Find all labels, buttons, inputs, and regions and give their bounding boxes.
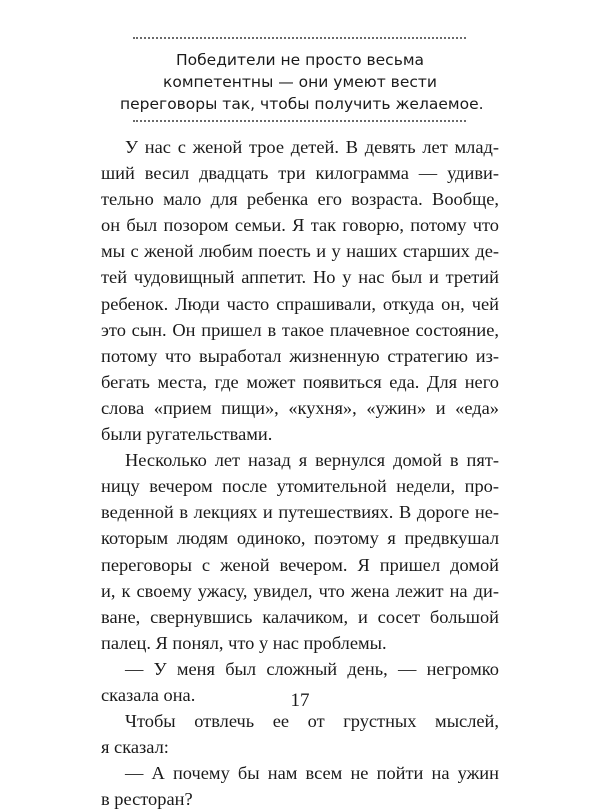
text-line: ребенок. Люди часто спрашивали, откуда он, чей — [101, 293, 499, 314]
page-number: 17 — [290, 690, 310, 711]
text-line: потому что выработал жизненную стратегию из- — [101, 345, 499, 366]
text-line: тей чудовищный аппетит. Но у нас был и третий — [101, 267, 499, 288]
text-line: в ресторан? — [101, 789, 193, 810]
text-line: переговоры с женой вечером. Я пришел домой — [101, 554, 499, 575]
text-line: мы с женой любим поесть и у наших старших де- — [101, 241, 499, 262]
text-line: веденной в лекциях и путешествиях. В дороге не- — [101, 502, 499, 523]
text-line: палец. Я понял, что у нас проблемы. — [101, 632, 387, 653]
text-line: это сын. Он пришел в такое плачевное состояние, — [101, 319, 499, 340]
text-line: Несколько лет назад я вернулся домой в пят- — [125, 450, 499, 471]
text-line: я сказал: — [101, 737, 169, 758]
text-line: ване, свернувшись калачиком, и сосет большой — [101, 606, 499, 627]
text-line: — У меня был сложный день, — негромко — [125, 658, 499, 679]
text-line: ший весил двадцать три килограмма — удиви- — [101, 163, 499, 184]
text-line: тельно мало для ребенка его возраста. Вообще, — [101, 189, 499, 210]
pull-quote-line: компетентны — они умеют вести — [163, 73, 437, 91]
text-line: слова «прием пищи», «кухня», «ужин» и «еда» — [101, 397, 499, 418]
pull-quote — [120, 49, 484, 115]
pull-quote-line: переговоры так, чтобы получить желаемое. — [120, 95, 484, 113]
text-line: были ругательствами. — [101, 424, 273, 445]
callout-top-divider — [133, 37, 466, 39]
text-line: бегать места, где может появиться еда. Для него — [101, 371, 499, 392]
text-line: он был позором семьи. Я так говорю, потому что — [101, 215, 499, 236]
text-line: — А почему бы нам всем не пойти на ужин — [125, 763, 499, 784]
text-line: сказала она. — [101, 684, 196, 705]
text-line: которым людям одиноко, поэтому я предвкушал — [101, 528, 499, 549]
text-line: У нас с женой трое детей. В девять лет млад- — [125, 137, 499, 157]
text-line: и, к своему ужасу, увидел, что жена лежит на ди- — [101, 580, 499, 601]
text-line: ницу вечером после утомительной недели, про- — [101, 476, 499, 497]
text-line: Чтобы отвлечь ее от грустных мыслей, — [125, 711, 499, 732]
pull-quote-line: Победители не просто весьма — [175, 51, 425, 69]
callout-bottom-divider — [133, 120, 466, 122]
